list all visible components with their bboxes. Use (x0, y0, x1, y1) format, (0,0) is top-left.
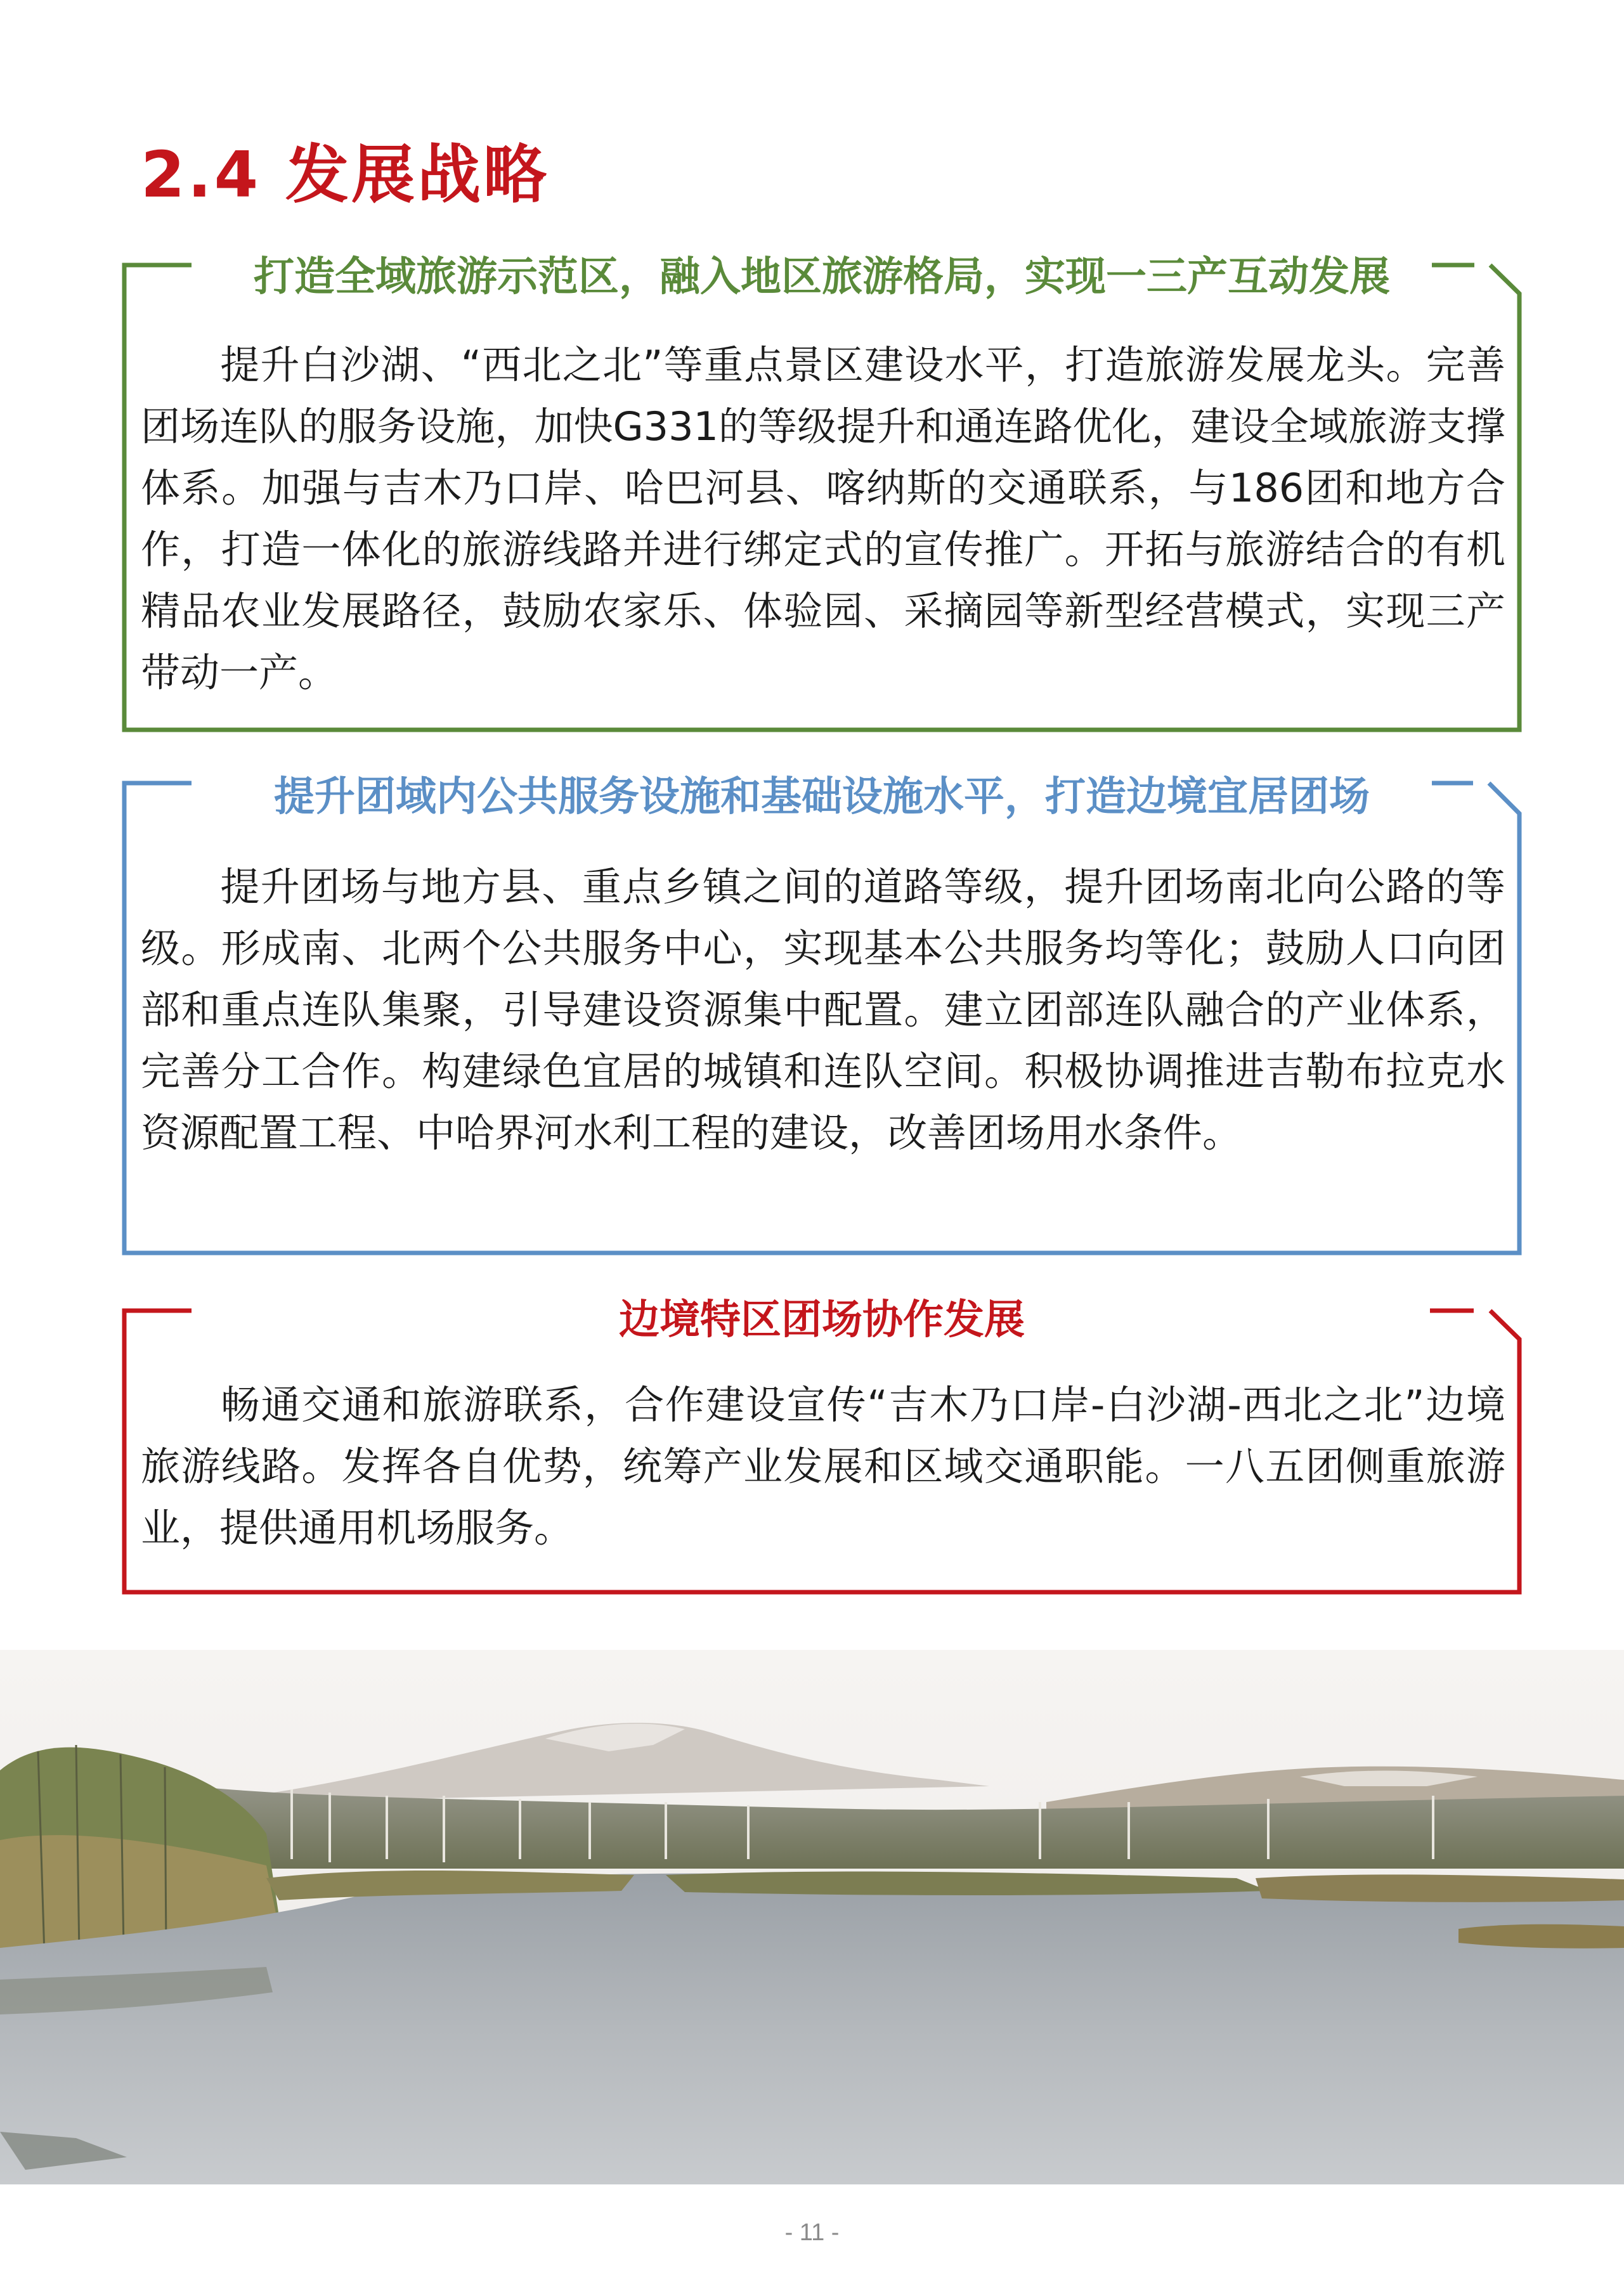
box-body: 提升团场与地方县、重点乡镇之间的道路等级，提升团场南北向公路的等级。形成南、北两个公共服务中心，实现基本公共服务均等化；鼓励人口向团部和重点连队集聚，引导建设资源集中配置。建立团部连队融合的产业体系，完善分工合作。构建绿色宜居的城镇和连队空间。积极协调推进吉勒布拉克水资源配置工程、中哈界河水利工程的建设，改善团场用水条件。 (141, 864, 1505, 1156)
strategy-box-cooperation (122, 1287, 1522, 1595)
section-title: 2.4 发展战略 (141, 138, 549, 212)
box-heading: 边境特区团场协作发展 (619, 1297, 1025, 1344)
strategy-box-tourism (122, 244, 1522, 732)
box-heading: 打造全域旅游示范区，融入地区旅游格局，实现一三产互动发展 (254, 254, 1390, 301)
lake-landscape-photo (0, 1650, 1624, 2184)
page-number: - 11 - (784, 2219, 840, 2246)
box-body: 提升白沙湖、“西北之北”等重点景区建设水平，打造旅游发展龙头。完善团场连队的服务设施，加快G331的等级提升和通连路优化，建设全域旅游支撑体系。加强与吉木乃口岸、哈巴河县、喀纳斯的交通联系，与186团和地方合作，打造一体化的旅游线路并进行绑定式的宣传推广。开拓与旅游结合的有机精品农业发展路径，鼓励农家乐、体验园、采摘园等新型经营模式，实现三产带动一产。 (141, 342, 1505, 696)
box-body: 畅通交通和旅游联系，合作建设宣传“吉木乃口岸-白沙湖-西北之北”边境旅游线路。发挥各自优势，统筹产业发展和区域交通职能。一八五团侧重旅游业，提供通用机场服务。 (141, 1382, 1505, 1551)
strategy-box-services (122, 764, 1522, 1255)
box-heading: 提升团域内公共服务设施和基础设施水平，打造边境宜居团场 (274, 774, 1370, 820)
